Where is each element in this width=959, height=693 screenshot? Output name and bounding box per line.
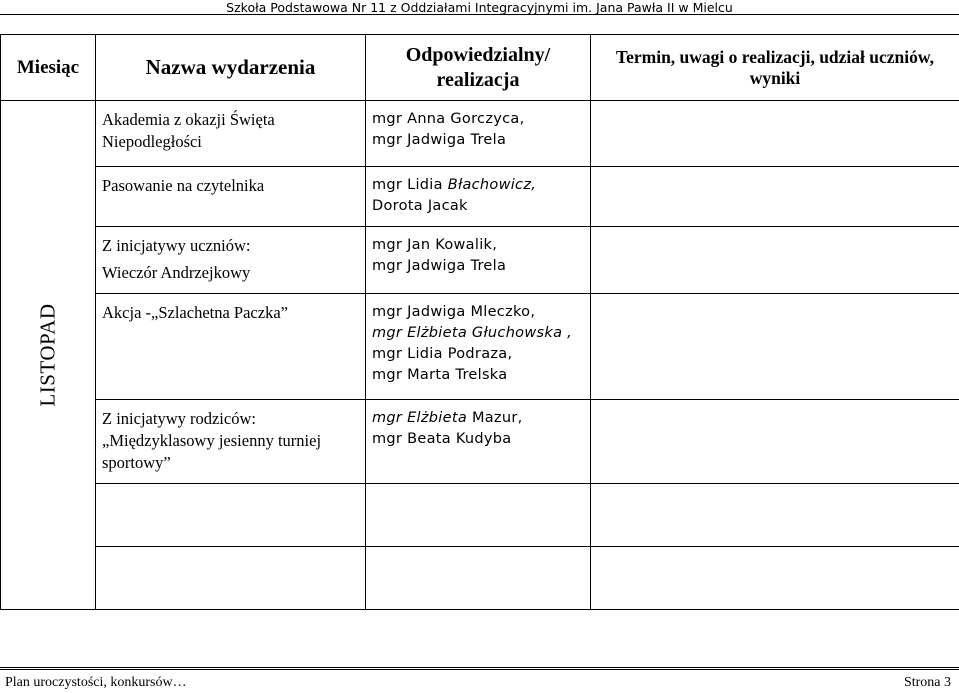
table-row [1, 101, 959, 167]
responsible-cell [366, 167, 591, 227]
event-cell [96, 227, 366, 294]
responsible-text: mgr Elżbieta Mazur, [372, 410, 523, 426]
responsible-text: mgr Beata Kudyba [372, 431, 512, 447]
event-text: Akademia z okazji Święta [102, 110, 275, 129]
column-header-term [591, 35, 959, 101]
responsible-text: mgr Jadwiga Trela [372, 132, 507, 148]
event-text: Niepodległości [102, 132, 202, 151]
event-text: sportowy” [102, 453, 171, 472]
month-label: LISTOPAD [35, 303, 60, 407]
table-row [1, 227, 959, 294]
page-header-title: Szkoła Podstawowa Nr 11 z Oddziałami Integracyjnymi im. Jana Pawła II w Mielcu [226, 0, 733, 15]
table-row [1, 484, 959, 547]
term-cell [591, 400, 959, 484]
responsible-cell [366, 400, 591, 484]
footer-document-title: Plan uroczystości, konkursów… [5, 675, 187, 690]
responsible-text: mgr Anna Gorczyca, [372, 111, 525, 127]
event-text: Pasowanie na czytelnika [102, 176, 265, 195]
header-rule [0, 14, 959, 15]
events-table [0, 34, 959, 610]
table-header-row [1, 35, 959, 101]
responsible-text: mgr Lidia Błachowicz, [372, 177, 537, 193]
column-header-responsible-line1: Odpowiedzialny/ [405, 43, 551, 66]
responsible-text: Dorota Jacak [372, 198, 468, 214]
responsible-cell [366, 484, 591, 547]
column-header-term-line2: wyniki [749, 67, 801, 88]
term-cell [591, 294, 959, 400]
column-header-responsible [366, 35, 591, 101]
event-cell [96, 484, 366, 547]
event-cell [96, 101, 366, 167]
month-cell [1, 101, 96, 610]
footer-page-number: Strona 3 [903, 675, 951, 690]
term-cell [591, 227, 959, 294]
term-cell [591, 167, 959, 227]
event-text: Wieczór Andrzejkowy [102, 263, 251, 282]
event-cell [96, 547, 366, 610]
event-cell [96, 400, 366, 484]
column-header-responsible-line2: realizacja [436, 68, 520, 91]
table-row [1, 400, 959, 484]
event-cell [96, 294, 366, 400]
responsible-text: mgr Marta Trelska [372, 367, 508, 383]
table-row [1, 167, 959, 227]
responsible-cell [366, 294, 591, 400]
table-row [1, 547, 959, 610]
responsible-text: mgr Jadwiga Trela [372, 258, 507, 274]
responsible-text: mgr Jadwiga Mleczko, [372, 304, 536, 320]
responsible-text: mgr Elżbieta Głuchowska , [372, 325, 573, 341]
term-cell [591, 101, 959, 167]
term-cell [591, 547, 959, 610]
event-text: Akcja -„Szlachetna Paczka” [102, 303, 288, 322]
event-text: „Międzyklasowy jesienny turniej [102, 431, 322, 450]
term-cell [591, 484, 959, 547]
event-text: Z inicjatywy rodziców: [102, 409, 256, 428]
responsible-text: mgr Jan Kowalik, [372, 237, 498, 253]
event-text: Z inicjatywy uczniów: [102, 236, 251, 255]
responsible-cell [366, 547, 591, 610]
responsible-cell [366, 227, 591, 294]
responsible-text: mgr Lidia Podraza, [372, 346, 513, 362]
table-row [1, 294, 959, 400]
column-header-term-line1: Termin, uwagi o realizacji, udział uczniów, [616, 46, 934, 67]
event-cell [96, 167, 366, 227]
column-header-month: Miesiąc [1, 35, 96, 101]
column-header-event: Nazwa wydarzenia [96, 35, 366, 101]
footer-rule [0, 667, 959, 672]
responsible-cell [366, 101, 591, 167]
